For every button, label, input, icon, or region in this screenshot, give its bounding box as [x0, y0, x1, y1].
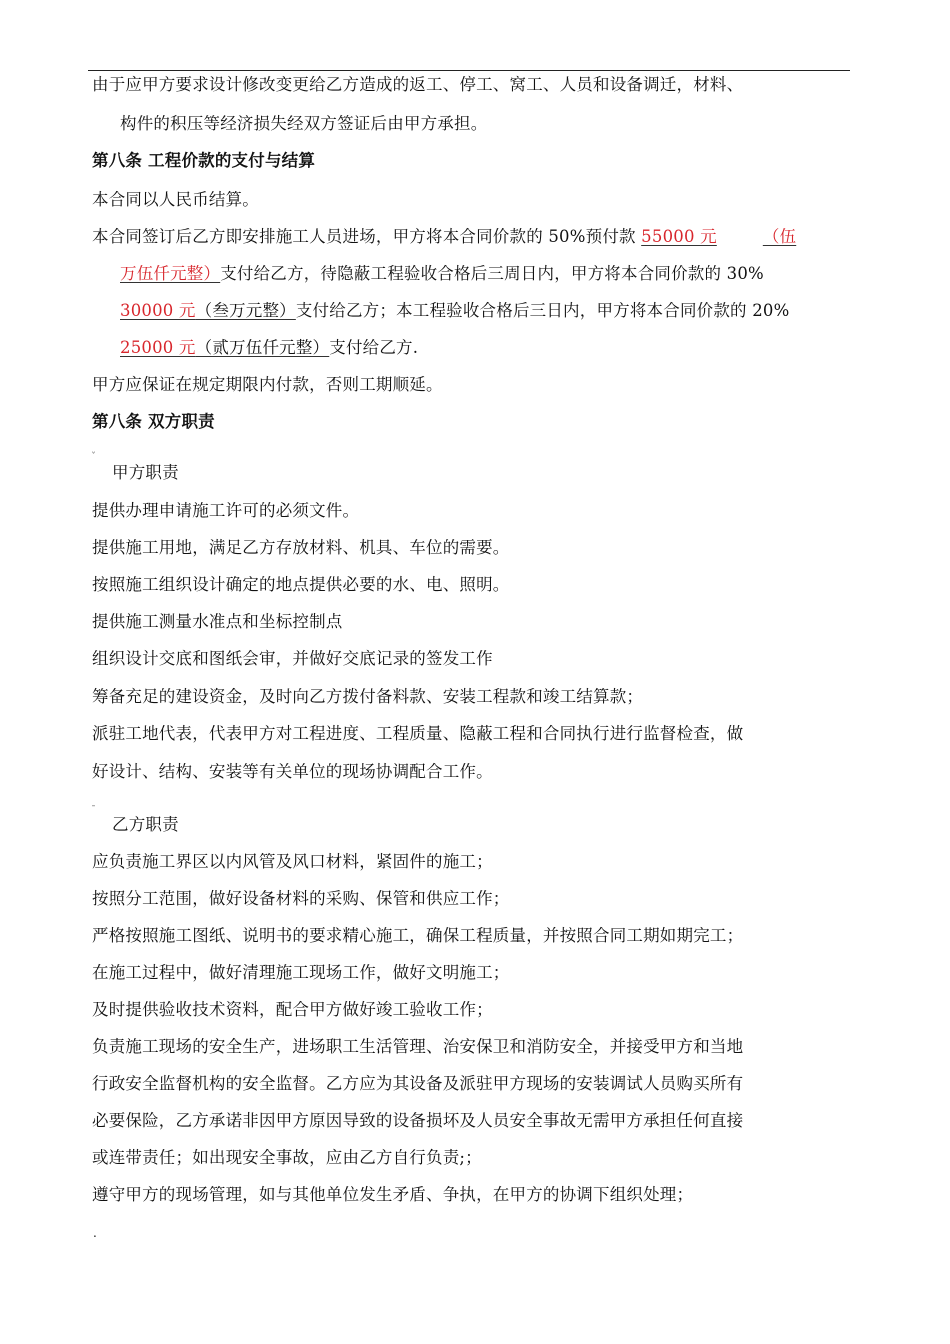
payment-amount-3: 25000 元 [120, 338, 196, 357]
party-a-rep-line-1: 派驻工地代表，代表甲方对工程进度、工程质量、隐蔽工程和合同执行进行监督检查，做 [92, 724, 744, 743]
footer-mark: . [93, 1226, 98, 1240]
party-a-rep-line-2: 好设计、结构、安装等有关单位的现场协调配合工作。 [92, 762, 493, 781]
party-b-item-3: 严格按照施工图纸、说明书的要求精心施工，确保工程质量，并按照合同工期如期完工； [92, 926, 744, 945]
payment-amount-1-cn-end: 万伍仟元整） [120, 264, 221, 283]
party-b-safety-line-4: 或连带责任；如出现安全事故，应由乙方自行负责;； [92, 1148, 482, 1167]
payment-amount-1: 55000 元 [641, 227, 717, 246]
party-b-item-1: 应负责施工界区以内风管及风口材料，紧固件的施工； [92, 852, 493, 871]
payment-line-3 [120, 300, 789, 322]
party-a-item-4: 提供施工测量水准点和坐标控制点 [92, 612, 343, 631]
party-b-safety-line-2: 行政安全监督机构的安全监督。乙方应为其设备及派驻甲方现场的安装调试人员购买所有 [92, 1074, 744, 1093]
payment-text-1: 本合同签订后乙方即安排施工人员进场，甲方将本合同价款的 50%预付款 [92, 227, 642, 246]
list-marker-a: ˇ [91, 452, 96, 463]
payment-guarantee: 甲方应保证在规定期限内付款，否则工期顺延。 [92, 375, 443, 394]
payment-text-3: 支付给乙方；本工程验收合格后三日内，甲方将本合同价款的 20% [295, 301, 790, 320]
party-b-safety-line-1: 负责施工现场的安全生产，进场职工生活管理、治安保卫和消防安全，并接受甲方和当地 [92, 1037, 744, 1056]
payment-amount-3-cn: （贰万伍仟元整） [195, 338, 330, 357]
article-payment-heading: 第八条 工程价款的支付与结算 [92, 151, 316, 170]
party-b-title: 乙方职责 [112, 815, 179, 834]
delay-paragraph-line-1: 由于应甲方要求设计修改变更给乙方造成的返工、停工、窝工、人员和设备调迁，材料、 [92, 75, 744, 94]
currency-clause: 本合同以人民币结算。 [92, 190, 259, 209]
payment-amount-2: 30000 元 [120, 301, 196, 320]
payment-text-2: 支付给乙方，待隐蔽工程验收合格后三周日内，甲方将本合同价款的 30% [220, 264, 764, 283]
party-b-item-4: 在施工过程中，做好清理施工现场工作，做好文明施工； [92, 963, 510, 982]
party-b-item-5: 及时提供验收技术资料，配合甲方做好竣工验收工作； [92, 1000, 493, 1019]
party-b-safety-line-3: 必要保险，乙方承诺非因甲方原因导致的设备损坏及人员安全事故无需甲方承担任何直接 [92, 1111, 744, 1130]
party-a-item-6: 筹备充足的建设资金，及时向乙方拨付备料款、安装工程款和竣工结算款； [92, 687, 644, 706]
list-marker-b: ˉ [91, 805, 96, 816]
payment-line-2 [120, 263, 764, 285]
party-a-item-5: 组织设计交底和图纸会审，并做好交底记录的签发工作 [92, 649, 493, 668]
payment-text-4: 支付给乙方. [329, 338, 419, 357]
header-rule [88, 70, 850, 71]
party-a-item-1: 提供办理申请施工许可的必须文件。 [92, 501, 360, 520]
party-b-last-item: 遵守甲方的现场管理，如与其他单位发生矛盾、争执，在甲方的协调下组织处理； [92, 1185, 694, 1204]
payment-amount-1-cn-start: （伍 [762, 227, 797, 246]
party-a-title: 甲方职责 [112, 463, 179, 482]
article-duties-heading: 第八条 双方职责 [92, 412, 215, 431]
party-a-item-2: 提供施工用地，满足乙方存放材料、机具、车位的需要。 [92, 538, 510, 557]
payment-line-1 [92, 226, 796, 248]
party-b-item-2: 按照分工范围，做好设备材料的采购、保管和供应工作； [92, 889, 510, 908]
delay-paragraph-line-2: 构件的积压等经济损失经双方签证后由甲方承担。 [120, 114, 488, 133]
payment-amount-2-cn: （叁万元整） [195, 301, 296, 320]
party-a-item-3: 按照施工组织设计确定的地点提供必要的水、电、照明。 [92, 575, 510, 594]
payment-line-4 [120, 337, 418, 359]
